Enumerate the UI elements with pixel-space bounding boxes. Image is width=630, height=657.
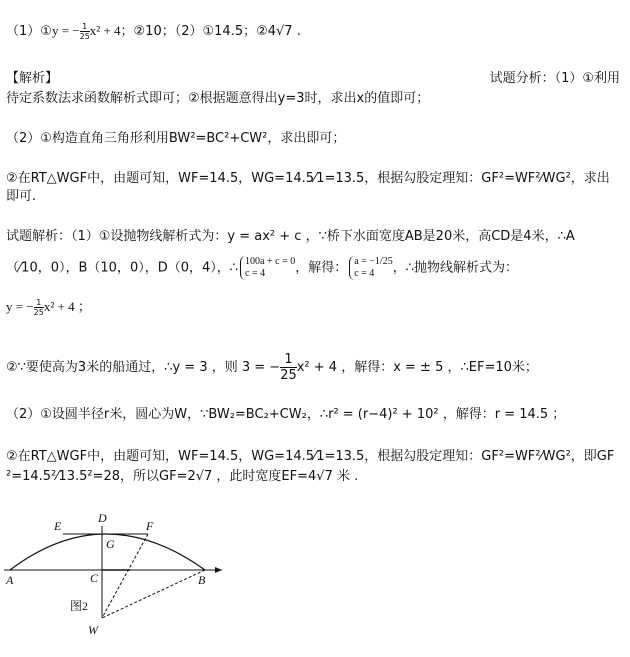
system-equations-2 [349, 256, 393, 280]
s4-fraction [280, 352, 297, 383]
answer-eq-lhs: y = − [51, 23, 80, 38]
s4-part-a: ②∵要使高为3米的船通过，∴y = 3 ，则 3 = − [6, 360, 281, 375]
s4-frac-den: 25 [280, 368, 297, 383]
label-G: G [106, 537, 115, 551]
solution-line4 [6, 352, 538, 383]
solution-line1: 试题解析：（1）①设抛物线解析式为：y = ax² + c ，∵桥下水面宽度AB是20米，高CD是4米，∴A [6, 229, 575, 244]
answer-fraction [80, 22, 90, 41]
label-A: A [6, 573, 14, 587]
answer-line [6, 22, 301, 41]
solution-line2c: ，∴抛物线解析式为： [392, 260, 518, 276]
solution-line2b: ，解得： [295, 260, 348, 276]
label-F: F [146, 519, 154, 533]
label-W: W [88, 623, 98, 637]
sys1-top: 100a + c = 0 [245, 256, 296, 267]
label-B: B [198, 573, 206, 587]
system-equations-1 [240, 256, 295, 280]
solution-line2a: （⁄10，0），B（10，0），D（0，4），∴ [6, 260, 239, 276]
sys2-bottom: c = 4 [354, 268, 375, 279]
answer-eq-rhs: x² + 4 [89, 23, 121, 38]
analysis-line3a: ②在RT△WGF中，由题可知，WF=14.5，WG=14.5⁄1=13.5，根据勾股定理知：GF²=WF²⁄WG²，求出 [6, 171, 610, 186]
s3-lhs: y = − [6, 299, 34, 314]
sys2-top: a = −1/25 [354, 256, 393, 267]
label-E: E [54, 519, 62, 533]
label-C: C [90, 571, 99, 585]
answer-part2: ；②10；（2）①14.5；②4√7 . [120, 24, 301, 39]
s3-fraction [34, 298, 44, 317]
sys1-bottom: c = 4 [245, 268, 266, 279]
solution-line2 [6, 256, 518, 280]
bridge-arch-figure [0, 508, 240, 653]
s3-frac-num: 1 [34, 298, 44, 308]
analysis-line1: 待定系数法求函数解析式即可；②根据题意得出y=3时，求出x的值即可； [6, 91, 430, 106]
arrow-head [215, 567, 222, 573]
line-BW [102, 570, 205, 618]
solution-line7: ²=14.5²⁄13.5²=28，所以GF=2√7 ，此时宽度EF=4√7 米 . [6, 469, 359, 484]
solution-line6: ②在RT△WGF中，由题可知，WF=14.5，WG=14.5⁄1=13.5，根据勾股定理知：GF²=WF²⁄WG²，即GF [6, 449, 615, 464]
s3-frac-den: 25 [33, 308, 44, 317]
answer-frac-den: 25 [79, 32, 90, 41]
solution-line3 [6, 298, 91, 317]
figure-caption: 图2 [70, 599, 89, 613]
answer-frac-num: 1 [80, 22, 90, 32]
label-D: D [98, 511, 107, 525]
analysis-line3b: 即可. [6, 189, 37, 204]
analysis-line2: （2）①构造直角三角形利用BW²=BC²+CW²，求出即可； [6, 131, 346, 146]
answer-part1: （1）① [6, 24, 52, 39]
analysis-right-header: 试题分析：（1）①利用 [489, 71, 620, 86]
analysis-header: 【解析】 [6, 71, 59, 86]
s4-frac-num: 1 [280, 352, 297, 368]
s3-rhs: x² + 4 ； [43, 299, 91, 314]
s4-part-b: x² + 4 ，解得：x = ± 5 ，∴EF=10米； [296, 360, 538, 375]
solution-line5: （2）①设圆半径r米，圆心为W，∵BW₂=BC₂+CW₂，∴r² = (r−4)² + 10² ，解得：r = 14.5 ； [6, 407, 566, 422]
